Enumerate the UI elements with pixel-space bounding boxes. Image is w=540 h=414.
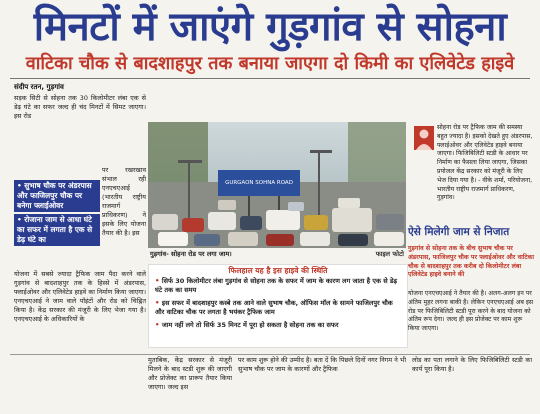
- bullet-marker-icon: •: [155, 321, 162, 329]
- body-column-1-top: सड़क सिटी से सोहना तक 30 किलोमीटर लंबा एक से डेढ़ घंटे का सफर जल्द ही चंद मिनटों में सिमट जाएगा। इस रोड: [14, 94, 146, 120]
- footer-column-1: मुताबिक, केंद्र सरकार से मंजूरी मिलने के बाद स्टडी शुरू की जाएगी और प्रोजेक्ट का प्रारूप तैयार किया जाएगा। जल्द इस: [148, 356, 232, 391]
- photo-caption: [148, 248, 406, 261]
- bullet-marker-icon: •: [155, 277, 162, 285]
- situation-title: फिलहाल यह है इस हाइवे की स्थिति: [228, 266, 328, 275]
- body-column-2-top: पर रखरखाव संभाल रही एनएचएआई (भारतीय राष्ट्रीय राजमार्ग प्राधिकरण) ने इसके लिए योजना तैयार की है। इस: [102, 166, 146, 237]
- sidebar-title: ऐसे मिलेगी जाम से निजात: [408, 226, 510, 238]
- situation-item-text: सिर्फ 30 किलोमीटर लंबा गुड़गांव से सोहना तक के सफर में जाम के कारण लग जाता है एक से डेढ़ घंटे तक का समय: [155, 277, 398, 294]
- situation-item: [155, 277, 401, 295]
- official-quote: सोहना रोड पर ट्रैफिक जाम की समस्या बहुत ज्यादा है। इसको देखते हुए अंडरपास, फ्लाईओवर और एलिवेटेड हाइवे बनाया जाएगा। फिजिबिलिटी स्टडी के आधार पर निर्माण का फैसला लिया जाएगा, जिसका प्रपोजल केंद्र सरकार को मंजूरी के लिए भेज दिया गया है। - वीके शर्मा, परियोजना, भारतीय राष्ट्रीय राजमार्ग प्राधिकरण, गुड़गांव।: [437, 124, 533, 202]
- traffic-jam-photo: [148, 122, 406, 248]
- situation-item: [155, 299, 401, 317]
- footer-column-2: पर काम शुरू होने की उम्मीद है। बता दें कि पिछले दिनों नगर निगम ने भी सुभाष चौक पर जाम के कारणों और ट्रैफिक: [238, 356, 406, 373]
- highlight-bullets: [14, 180, 100, 248]
- sidebar-highlight-text: गुड़गांव से सोहना तक के बीच सुभाष चौक पर अंडरपास, फाजिलपुर चौक पर फ्लाईओवर और वाटिका चौक से बादशाहपुर तक करीब दो किलोमीटर लंबा एलिवेटेड हाइवे बनाने की: [408, 245, 534, 279]
- situation-item-text: इस सफर में बादशाहपुर कस्बे तक आने वाले सुभाष चौक, ऑफिस मॉल के सामने फाजिलपुर चौक और वाटिका चौक पर लगता है भयंकर ट्रैफिक जाम: [155, 299, 393, 316]
- photo-caption-text: गुड़गांव- सोहना रोड पर लगा जाम।: [150, 250, 232, 258]
- traffic-jam-image: [148, 122, 406, 248]
- subheadline: वाटिका चौक से बादशाहपुर तक बनाया जाएगा दो किमी का एलिवेटेड हाइवे: [25, 53, 515, 74]
- highlight-bullet: • रोजाना जाम से आधा घंटे का सफर में लगता है एक से डेढ़ घंटे का: [14, 214, 100, 246]
- body-column-1-bottom: योजना में सबसे ज्यादा ट्रैफिक जाम पैदा करने वाले गुड़गांव से बादशाहपुर तक के हिस्से में अंडरपास, फ्लाईओवर और एलिवेटेड हाइवे का निर्माण किया जाएगा। एनएचएआई ने जाम वाले पॉइंटों और रोड को चिह्नित किया है। केंद्र सरकार की मंजूरी के लिए भेजा गया है। एनएचएआई के अधिकारियों के: [14, 270, 146, 323]
- highlight-bullet: • सुभाष चौक पर अंडरपास और फाजिलपुर चौक पर बनेगा फ्लाईओवर: [14, 180, 100, 212]
- byline: संदीप रतन, गुड़गांव: [14, 83, 64, 91]
- photo-credit: फाइल फोटो: [375, 250, 404, 258]
- situation-item-text: जाम नहीं लगे तो सिर्फ 35 मिनट में पूरा हो सकता है सोहना तक का सफर: [161, 321, 339, 329]
- footer-column-3: लोड का पता लगाने के लिए फिजिबिलिटी स्टडी का कार्य पूरा किया है।: [412, 356, 532, 373]
- headline: मिनटों में जाएंगे गुड़गांव से सोहना: [33, 4, 507, 50]
- quote-person-icon: [414, 126, 434, 150]
- situation-item: [155, 321, 401, 330]
- road-sign-text: GURGAON SOHNA ROAD: [225, 180, 293, 186]
- current-situation-box: [148, 264, 408, 348]
- divider: [10, 354, 530, 355]
- headline-block: [0, 0, 540, 74]
- divider: [10, 78, 530, 79]
- sidebar-body-text: योजना एनएचएआई ने तैयार की है। अलग-अलग इन पर अंतिम मुहर लगना बाकी है। लेकिन एनएचएआई अब इस रोड पर फिजिबिलिटी स्टडी पूरा करने के बाद योजना को अंतिम रूप देगा। जल्द ही इस प्रोजेक्ट पर काम शुरू किया जाएगा।: [408, 290, 534, 333]
- bullet-marker-icon: •: [155, 299, 162, 307]
